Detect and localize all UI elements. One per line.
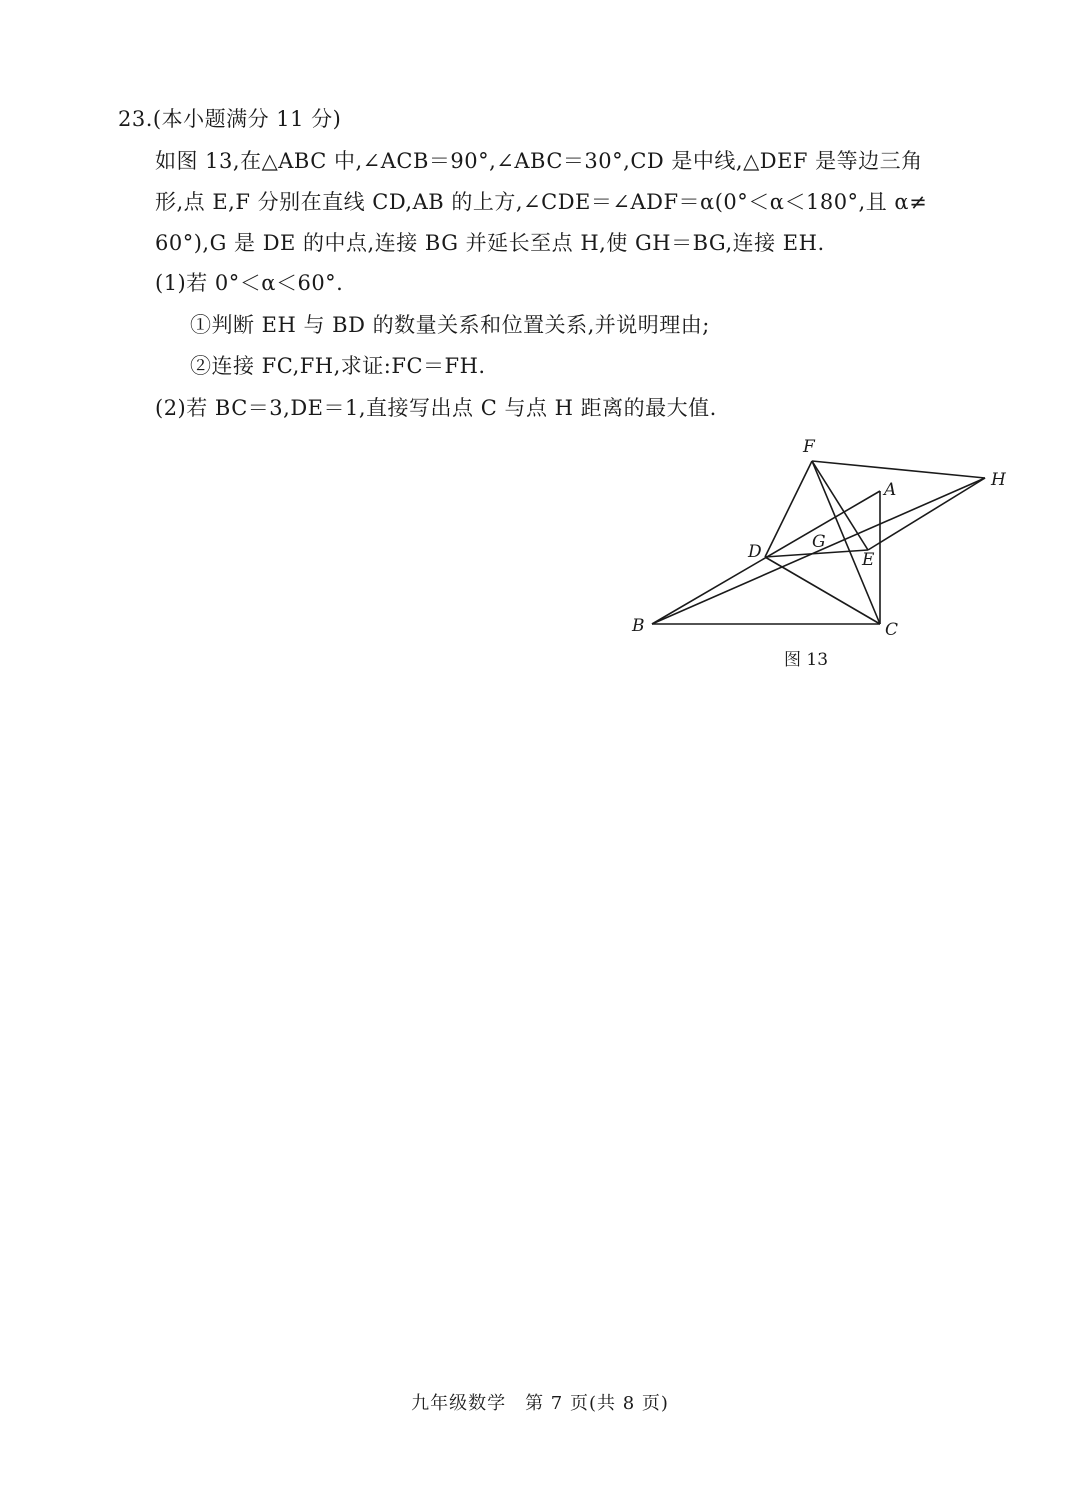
part-1-subquestion-2: ②连接 FC,FH,求证:FC＝FH. <box>190 354 486 378</box>
label-E: E <box>862 550 875 570</box>
geometry-figure-13 <box>600 425 1040 680</box>
label-F: F <box>803 437 815 457</box>
label-H: H <box>991 470 1006 490</box>
segment-DF <box>765 461 812 557</box>
page-footer: 九年级数学 第 7 页(共 8 页) <box>411 1393 669 1414</box>
question-stem-line-3: 60°),G 是 DE 的中点,连接 BG 并延长至点 H,使 GH＝BG,连接 EH. <box>155 231 825 255</box>
question-stem-line-2: 形,点 E,F 分别在直线 CD,AB 的上方,∠CDE＝∠ADF＝α(0°＜α＜180°,且 α≠ <box>155 190 928 214</box>
part-1-condition: (1)若 0°＜α＜60°. <box>155 271 344 295</box>
part-1-subquestion-1: ①判断 EH 与 BD 的数量关系和位置关系,并说明理由; <box>190 313 710 337</box>
geometry-diagram <box>600 425 1040 680</box>
label-G: G <box>812 532 826 552</box>
question-header: 23.(本小题满分 11 分) <box>118 107 342 131</box>
question-stem-line-1: 如图 13,在△ABC 中,∠ACB＝90°,∠ABC＝30°,CD 是中线,△DEF 是等边三角 <box>155 149 923 173</box>
segment-FH <box>812 461 985 478</box>
label-B: B <box>632 616 645 636</box>
part-2-question: (2)若 BC＝3,DE＝1,直接写出点 C 与点 H 距离的最大值. <box>155 396 717 420</box>
label-A: A <box>884 480 897 500</box>
label-C: C <box>885 620 899 640</box>
label-D: D <box>748 542 762 562</box>
figure-caption: 图 13 <box>784 650 829 670</box>
